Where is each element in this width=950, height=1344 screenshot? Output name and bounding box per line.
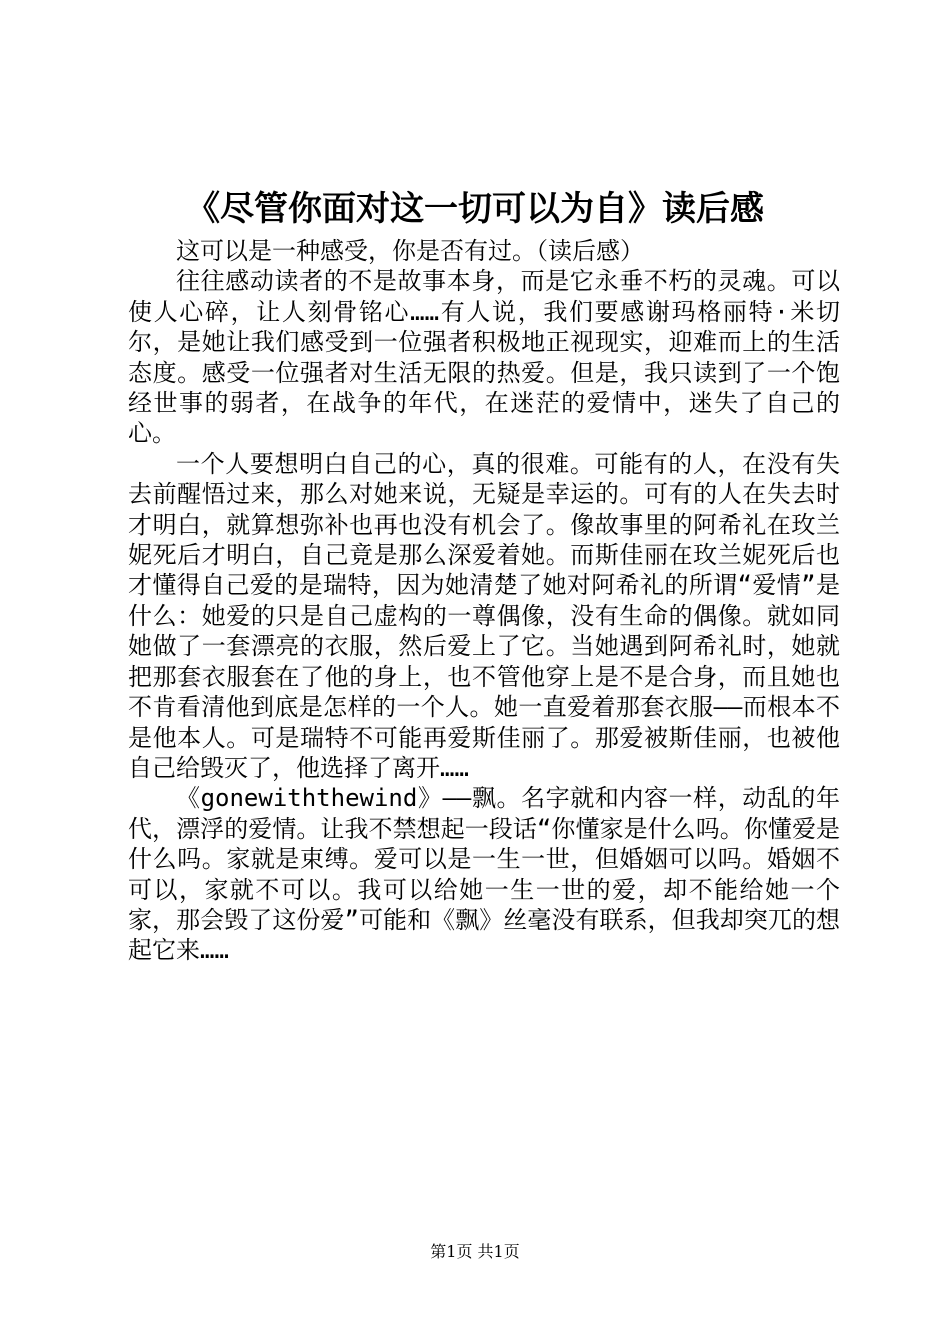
- paragraph-soul: 往往感动读者的不是故事本身，而是它永垂不朽的灵魂。可以使人心碎，让人刻骨铭心……有人说，我们要感谢玛格丽特·米切尔，是她让我们感受到一位强者积极地正视现实，迎难而上的生活态度。感受一位强者对生活无限的热爱。但是，我只读到了一个饱经世事的弱者，在战争的年代，在迷茫的爱情中，迷失了自己的心。: [128, 267, 840, 448]
- paragraph-intro: 这可以是一种感受，你是否有过。（读后感）: [176, 237, 644, 265]
- document-title: 《尽管你面对这一切可以为自》读后感: [186, 189, 764, 229]
- paragraph-heart: 一个人要想明白自己的心，真的很难。可能有的人，在没有失去前醒悟过来，那么对她来说，无疑是幸运的。可有的人在失去时才明白，就算想弥补也再也没有机会了。像故事里的阿希礼在玫兰妮死后才明白，自己竟是那么深爱着她。而斯佳丽在玫兰妮死后也才懂得自己爱的是瑞特，因为她清楚了她对阿希礼的所谓“爱情”是什么：她爱的只是自己虚构的一尊偶像，没有生命的偶像。就如同她做了一套漂亮的衣服，然后爱上了它。当她遇到阿希礼时，她就把那套衣服套在了他的身上，也不管他穿上是不是合身，而且她也不肯看清他到底是怎样的一个人。她一直爱着那套衣服——而根本不是他本人。可是瑞特不可能再爱斯佳丽了。那爱被斯佳丽，也被他自己给毁灭了，他选择了离开……: [128, 449, 840, 782]
- document-body: [128, 236, 840, 966]
- page-number-footer: 第1页 共1页: [430, 1242, 520, 1261]
- paragraph-gone-with-the-wind: 《gonewiththewind》——飘。名字就和内容一样，动乱的年代，漂浮的爱情。让我不禁想起一段话“你懂家是什么吗。你懂爱是什么吗。家就是束缚。爱可以是一生一世，但婚姻可以吗。婚姻不可以，家就不可以。我可以给她一生一世的爱，却不能给她一个家，那会毁了这份爱”可能和《飘》丝毫没有联系，但我却突兀的想起它来……: [128, 784, 840, 965]
